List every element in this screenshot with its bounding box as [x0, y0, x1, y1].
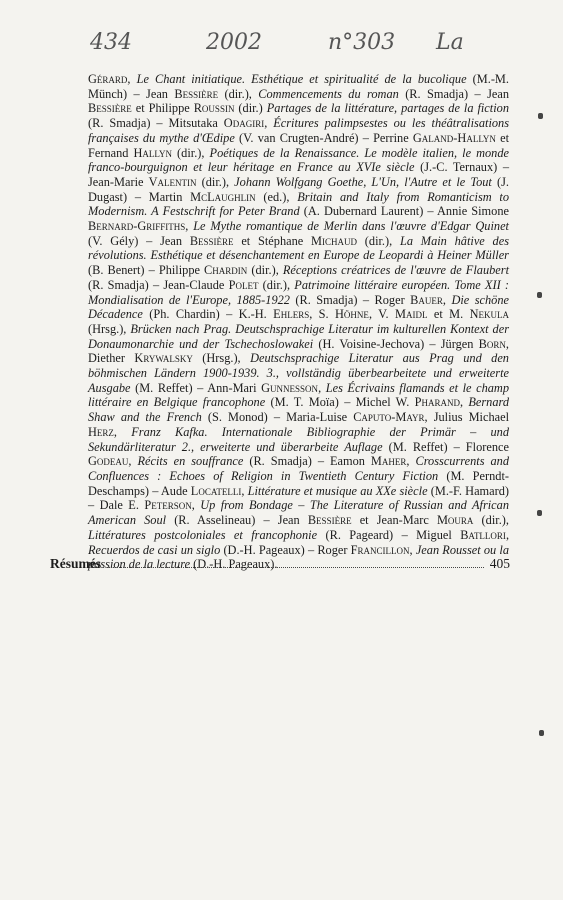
- entry-connector: ,: [128, 454, 138, 469]
- book-title: Deutschsprachige Literatur aus Prag und den böhmischen Ländern 1900-1939. 3., vollständig überbearbeitete und erweiterte Ausgabe: [88, 351, 509, 395]
- reviewer-name: (R. Asselineau): [174, 513, 256, 528]
- author-given-name: Martin: [148, 189, 191, 204]
- author-given-name: Jean: [487, 86, 510, 101]
- entry-connector: , Julius Michael: [424, 410, 510, 425]
- book-title: Écritures palimpsestes ou les théâtralisations françaises du mythe d'Œdipe: [88, 116, 510, 145]
- reviewer-name: (M. T. Moïa): [270, 395, 339, 410]
- author-given-name: Jean: [277, 513, 308, 528]
- author-surname: McLaughlin: [190, 189, 256, 204]
- handwritten-year: 2002: [206, 30, 262, 55]
- entry-connector: ,: [113, 424, 132, 439]
- author-given-name: Maria-Luise: [286, 410, 354, 425]
- reviewer-name: (M. Reffet): [388, 439, 448, 454]
- entry-connector: ,: [409, 542, 416, 557]
- entry-connector: (Hrsg.),: [88, 321, 131, 336]
- reviewer-name: (J.-C. Ternaux): [420, 160, 498, 175]
- author-given-name: Jean-Marie: [88, 174, 149, 189]
- entry-connector: et M.: [427, 307, 470, 322]
- reviewer-name: (V. Gély): [88, 233, 139, 248]
- author-surname: Gunnesson: [261, 380, 319, 395]
- author-given-name: Aude: [160, 483, 191, 498]
- author-given-name: Mitsutaka: [168, 116, 224, 131]
- book-title: Britain and Italy from Romanticism to Modernism. A Festschrift for Peter Brand: [88, 189, 510, 219]
- author-surname: Caputo-Mayr: [353, 410, 425, 425]
- book-title: Littératures postcoloniales et francophonie: [88, 527, 318, 542]
- author-surname: Hallyn: [133, 145, 173, 160]
- entry-connector: (dir.),: [218, 86, 259, 101]
- punch-hole-mark: [537, 292, 542, 298]
- author-given-name: Miguel: [416, 527, 461, 542]
- author-given-name: Perrine: [373, 130, 413, 145]
- reviewer-name: (J. Dugast): [88, 174, 509, 204]
- author-surname: Roussin: [193, 101, 235, 116]
- entry-connector: ,: [264, 116, 274, 131]
- reviewer-name: (S. Monod): [207, 410, 268, 425]
- book-title: Réceptions créatrices de l'œuvre de Flaubert: [282, 263, 509, 278]
- author-surname: Höhne: [335, 307, 369, 322]
- reviewer-name: (M.-F. Hamard): [430, 483, 510, 498]
- author-given-name: Ann-Mari: [207, 380, 262, 395]
- reviewer-name: (R. Smadja): [249, 454, 312, 469]
- entry-connector: (Hrsg.),: [192, 351, 251, 366]
- author-given-name: Eamon: [329, 454, 371, 469]
- author-given-name: Jürgen: [440, 336, 479, 351]
- entry-connector: (dir.),: [172, 145, 210, 160]
- reviewer-name: (Ph. Chardin): [149, 307, 220, 322]
- entry-connector: et Jean-Marc: [351, 513, 437, 528]
- review-list-paragraph: Gérard, Le Chant initiatique. Esthétique et spiritualité de la bucolique (M.-M. Münch) – Jean Bessière (dir.), Commencements du roman (R. Smadja) – Jean Bessière et Philippe Roussin (dir.) Partages de la littérature, partages de la fiction (R. Smadja) – Mitsutaka Odagiri, Écritures palimpsestes ou les théâtralisations françaises du mythe d'Œdipe (V. van Crugten-André) – Perrine Galand-Hallyn et Fernand Hallyn (dir.), Poétiques de la Renaissance. Le modèle italien, le monde franco-bourguignon et leur héritage en France au XVIe siècle (J.-C. Ternaux) – Jean-Marie Valentin (dir.), Johann Wolfgang Goethe, L'Un, l'Autre et le Tout (J. Dugast) – Martin McLaughlin (ed.), Britain and Italy from Romanticism to Modernism. A Festschrift for Peter Brand (A. Dubernard Laurent) – Annie Simone Bernard-Griffiths, Le Mythe romantique de Merlin dans l'œuvre d'Edgar Quinet (V. Gély) – Jean Bessière et Stéphane Michaud (dir.), La Main hâtive des révolutions. Esthétique et désenchantement en Europe de Leopardi à Heiner Müller (B. Benert) – Philippe Chardin (dir.), Réceptions créatrices de l'œuvre de Flaubert (R. Smadja) – Jean-Claude Polet (dir.), Patrimoine littéraire européen. Tome XII : Mondialisation de l'Europe, 1885-1922 (R. Smadja) – Roger Bauer, Die schöne Décadence (Ph. Chardin) – K.-H. Ehlers, S. Höhne, V. Maidl et M. Nekula (Hrsg.), Brücken nach Prag. Deutschsprachige Literatur im kulturellen Kontext der Donaumonarchie und der Tschechoslowakei (H. Voisine-Jechova) – Jürgen Born, Diether Krywalsky (Hrsg.), Deutschsprachige Literatur aus Prag und den böhmischen Ländern 1900-1939. 3., vollständig überbearbeitete und erweiterte Ausgabe (M. Reffet) – Ann-Mari Gunnesson, Les Écrivains flamands et le champ littéraire en Belgique francophone (M. T. Moïa) – Michel W. Pharand, Bernard Shaw and the French (S. Monod) – Maria-Luise Caputo-Mayr, Julius Michael Herz, Franz Kafka. Internationale Bibliographie der Primär – und Sekundärliteratur 2., erweiterte und überarbeite Auflage (M. Reffet) – Florence Godeau, Récits en souffrance (R. Smadja) – Eamon Maher, Crosscurrents and Confluences : Echoes of Religion in Twentieth Century Fiction (M. Perndt-Deschamps) – Aude Locatelli, Littérature et musique au XXe siècle (M.-F. Hamard) – Dale E. Peterson, Up from Bondage – The Literature of Russian and African American Soul (R. Asselineau) – Jean Bessière et Jean-Marc Moura (dir.), Littératures postcoloniales et francophonie (R. Pageard) – Miguel Batllori, Recuerdos de casi un siglo (D.-H. Pageaux) – Roger Francillon, Jean Rousset ou la passion de la lecture (D.-H. Pageaux).: [88, 72, 510, 572]
- author-given-name: Roger: [317, 542, 351, 557]
- handwritten-number: 434: [90, 30, 132, 55]
- author-surname: Nekula: [469, 307, 510, 322]
- entry-connector: ,: [459, 395, 469, 410]
- book-title: Le Chant initiatique. Esthétique et spiritualité de la bucolique: [136, 72, 467, 86]
- toc-page-number: 405: [489, 556, 510, 571]
- author-given-name: Michel W.: [355, 395, 415, 410]
- reviewer-name: (V. van Crugten-André): [239, 130, 359, 145]
- punch-hole-mark: [539, 730, 544, 736]
- book-title: Poétiques de la Renaissance. Le modèle italien, le monde franco-bourguignon et leur héritage en France au XVIe siècle: [88, 145, 509, 175]
- entry-connector: ,: [318, 380, 326, 395]
- author-surname: Michaud: [311, 233, 358, 248]
- reviewer-name: (M. Reffet): [135, 380, 193, 395]
- author-surname: Ehlers: [273, 307, 310, 322]
- author-given-name: Annie Simone: [437, 204, 509, 219]
- handwritten-mark: La: [436, 30, 464, 55]
- author-given-name: Jean: [146, 86, 175, 101]
- reviewer-name: (H. Voisine-Jechova): [318, 336, 425, 351]
- reviewer-name: (R. Smadja): [88, 116, 151, 131]
- entry-connector: ,: [406, 454, 416, 469]
- reviewer-name: (M. Perndt-Deschamps): [88, 468, 509, 498]
- reviewer-name: (R. Smadja): [88, 277, 149, 292]
- author-surname: Gérard: [88, 72, 128, 86]
- book-title: Le Mythe romantique de Merlin dans l'œuvre d'Edgar Quinet: [193, 219, 509, 234]
- author-surname: Bessière: [307, 513, 352, 528]
- reviewer-name: (B. Benert): [88, 263, 145, 278]
- entry-connector: ,: [241, 483, 248, 498]
- author-given-name: Dale E.: [99, 498, 145, 513]
- entry-connector: ,: [185, 219, 194, 234]
- book-title: Brücken nach Prag. Deutschsprachige Literatur im kulturellen Kontext der Donaumonarchie und der Tschechoslowakei: [88, 321, 509, 351]
- punch-hole-mark: [538, 113, 543, 119]
- entry-connector: (dir.): [234, 101, 267, 116]
- entry-connector: (dir.),: [247, 263, 283, 278]
- book-title: Récits en souffrance: [137, 454, 244, 469]
- book-title: Patrimoine littéraire européen. Tome XII : Mondialisation de l'Europe, 1885-1922: [88, 277, 510, 307]
- author-surname: Bessière: [88, 101, 132, 116]
- author-surname: Herz: [88, 424, 114, 439]
- book-title: Partages de la littérature, partages de la fiction: [266, 101, 509, 116]
- author-given-name: Philippe: [158, 263, 205, 278]
- author-surname: Maher: [370, 454, 407, 469]
- reviewer-name: (R. Smadja): [295, 292, 358, 307]
- entry-connector: (dir.),: [357, 233, 400, 248]
- author-given-name: Florence: [465, 439, 509, 454]
- author-given-name: Jean: [160, 233, 190, 248]
- author-surname: Peterson: [144, 498, 192, 513]
- entry-connector: (dir.),: [258, 277, 295, 292]
- book-title: Les Écrivains flamands et le champ littéraire en Belgique francophone: [88, 380, 510, 410]
- author-surname: Polet: [228, 277, 259, 292]
- author-given-name: Jean-Claude: [163, 277, 229, 292]
- author-surname: Francillon: [350, 542, 410, 557]
- entry-connector: ,: [442, 292, 452, 307]
- entry-connector: ,: [191, 498, 201, 513]
- entry-connector: , S.: [309, 307, 336, 322]
- reviewer-name: (A. Dubernard Laurent): [303, 204, 424, 219]
- author-surname: Krywalsky: [134, 351, 193, 366]
- author-given-name: K.-H.: [238, 307, 274, 322]
- entry-connector: et Stéphane: [233, 233, 312, 248]
- author-surname: Batllori: [460, 527, 506, 542]
- author-surname: Maidl: [394, 307, 428, 322]
- author-surname: Locatelli: [190, 483, 242, 498]
- toc-entry-resumes: [50, 556, 510, 572]
- entry-connector: , Diether: [88, 336, 509, 366]
- reviewer-name: (D.-H. Pageaux).: [193, 557, 278, 572]
- author-surname: Odagiri: [223, 116, 265, 131]
- author-surname: Galand-Hallyn: [412, 130, 496, 145]
- toc-label: Résumés: [50, 556, 101, 571]
- author-surname: Chardin: [204, 263, 248, 278]
- entry-connector: et Fernand: [88, 130, 510, 160]
- book-title: Die schöne Décadence: [88, 292, 509, 322]
- author-surname: Valentin: [148, 174, 197, 189]
- author-surname: Bessière: [174, 86, 219, 101]
- reviewer-name: (R. Pageard): [325, 527, 394, 542]
- book-title: Franz Kafka. Internationale Bibliographie der Primär – und Sekundärliteratur 2., erweiterte und überarbeite Auflage: [88, 424, 509, 454]
- book-title: Littérature et musique au XXe siècle: [247, 483, 428, 498]
- book-title: Bernard Shaw and the French: [88, 395, 510, 425]
- entry-connector: , V.: [368, 307, 395, 322]
- reviewer-name: (D.-H. Pageaux): [223, 542, 305, 557]
- author-given-name: Roger: [374, 292, 411, 307]
- book-title: Crosscurrents and Confluences : Echoes of Religion in Twentieth Century Fiction: [88, 454, 509, 483]
- author-surname: Godeau: [88, 454, 129, 469]
- punch-hole-mark: [537, 510, 542, 516]
- author-surname: Bessière: [189, 233, 234, 248]
- entry-connector: (dir.),: [473, 513, 509, 528]
- book-title: Up from Bondage – The Literature of Russian and African American Soul: [88, 498, 510, 528]
- author-surname: Pharand: [414, 395, 460, 410]
- entry-connector: (dir.),: [196, 174, 235, 189]
- author-surname: Moura: [436, 513, 474, 528]
- reviewer-name: (R. Smadja): [405, 86, 469, 101]
- handwritten-annotation: [90, 22, 490, 72]
- toc-leader-dots: [107, 567, 484, 568]
- handwritten-issue: n°303: [328, 30, 396, 55]
- author-surname: Bauer: [410, 292, 443, 307]
- author-surname: Born: [478, 336, 506, 351]
- entry-connector: et Philippe: [131, 101, 194, 116]
- reviewer-name: (M.-M. Münch): [88, 72, 509, 101]
- book-title: Jean Rousset ou la passion de la lecture: [88, 542, 509, 572]
- book-title: Recuerdos de casi un siglo: [88, 542, 221, 557]
- entry-connector: ,: [505, 527, 510, 542]
- book-title: Johann Wolfgang Goethe, L'Un, l'Autre et le Tout: [234, 174, 492, 189]
- book-title: Commencements du roman: [258, 86, 399, 101]
- entry-connector: (ed.),: [255, 189, 298, 204]
- book-title: La Main hâtive des révolutions. Esthétique et désenchantement en Europe de Leopardi à Heiner Müller: [88, 233, 509, 263]
- author-surname: Bernard-Griffiths: [88, 219, 186, 234]
